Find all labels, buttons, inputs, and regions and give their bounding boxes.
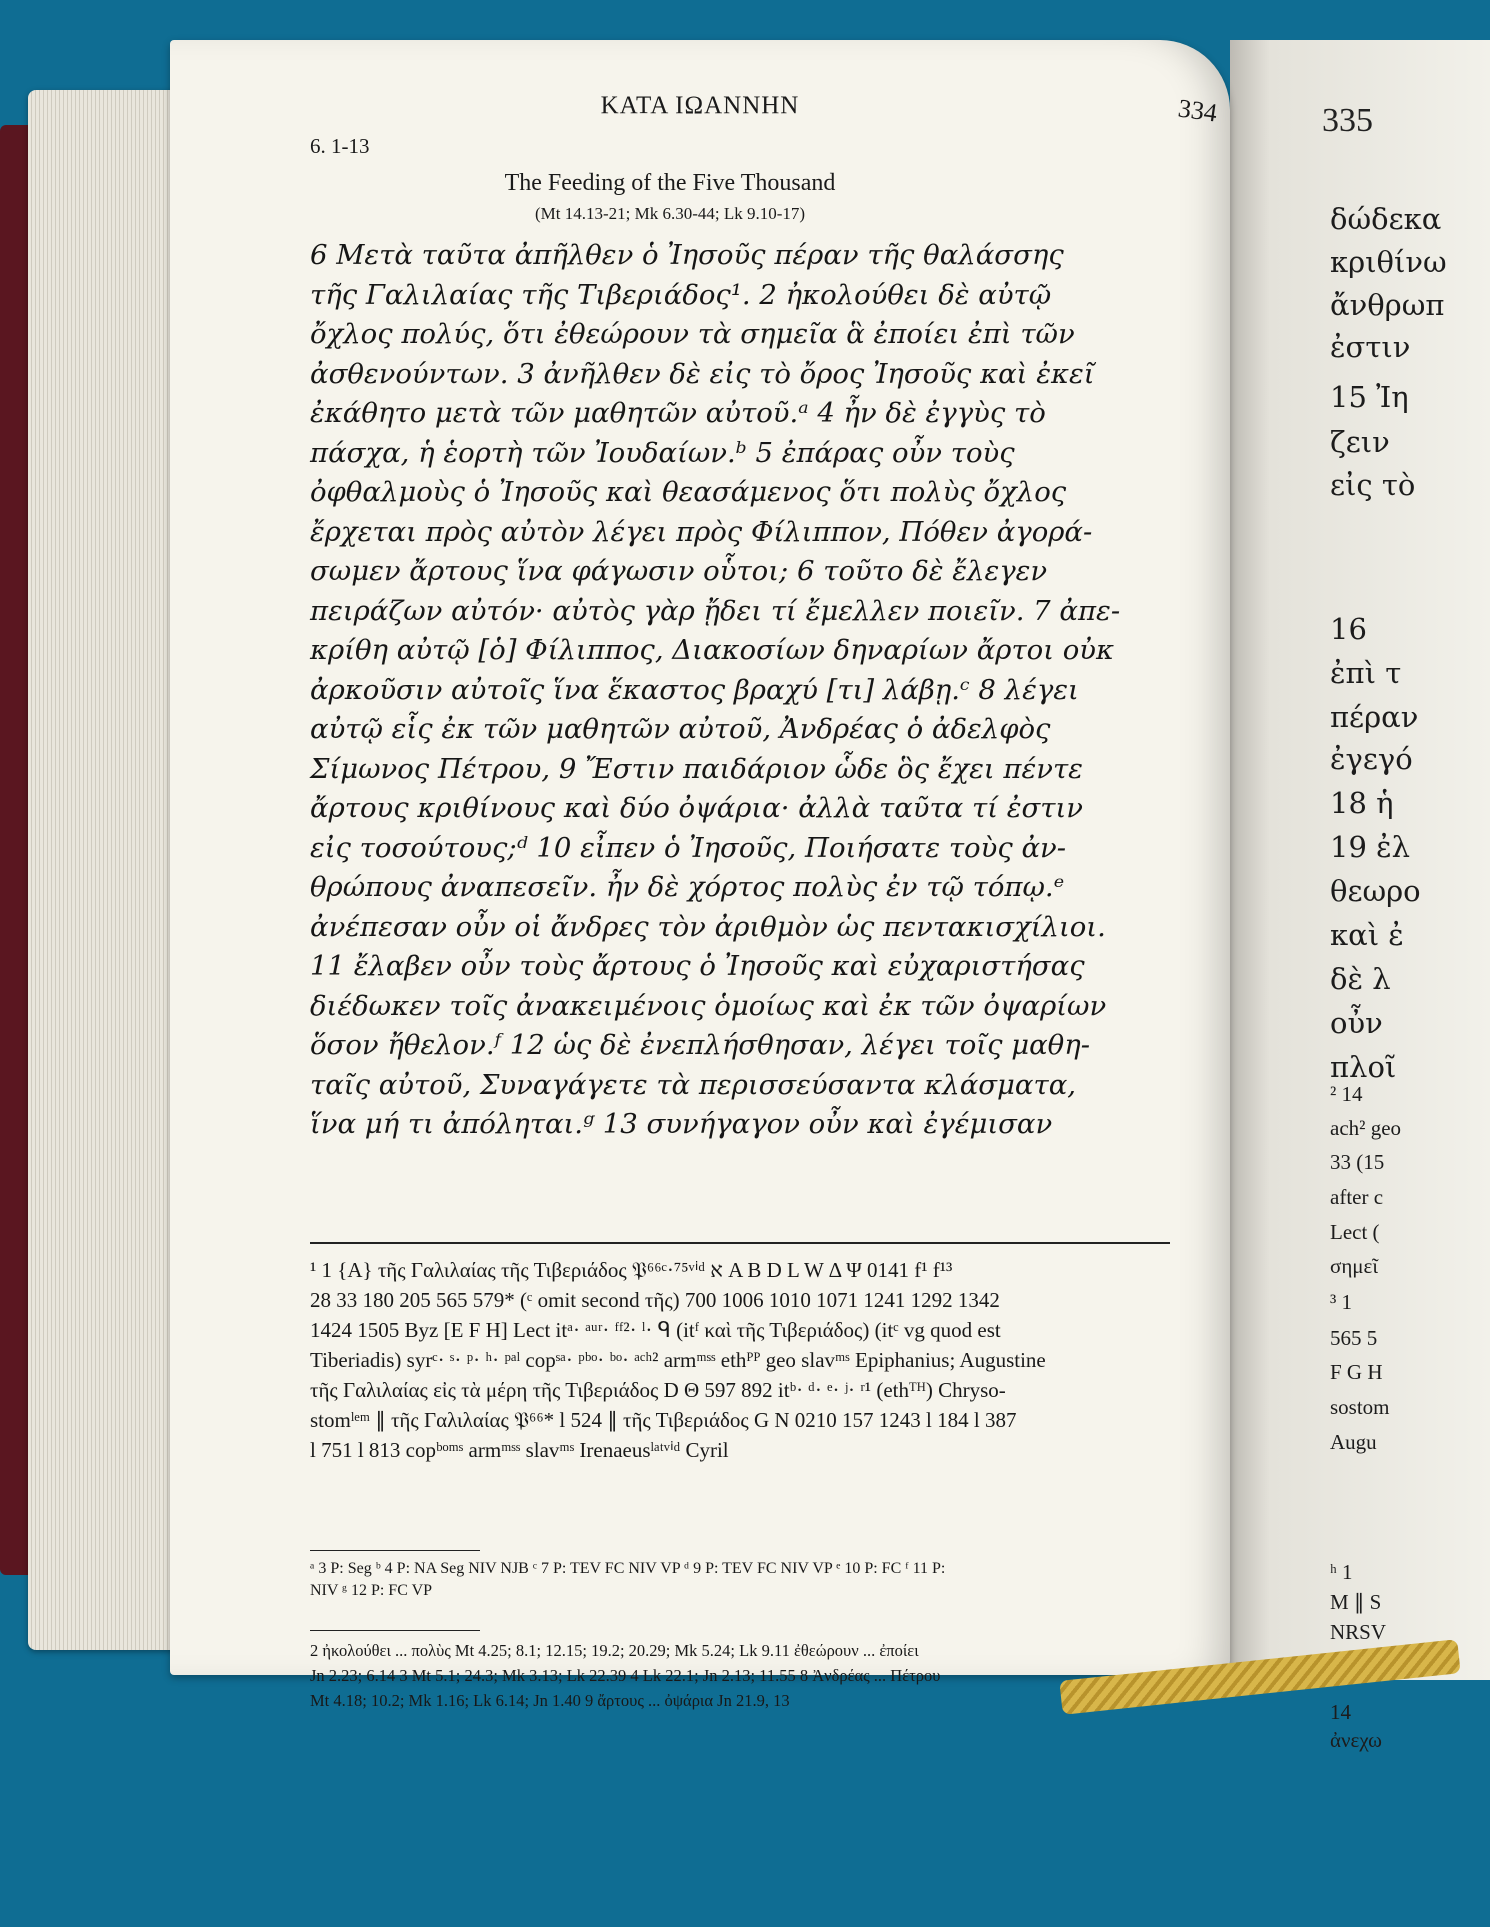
right-text-line: θεωρο	[1330, 874, 1421, 908]
text-line: κρίθη αὐτῷ [ὁ] Φίλιππος, Διακοσίων δηναρίων ἄρτοι οὐκ	[310, 634, 1115, 666]
text-line: σωμεν ἄρτους ἵνα φάγωσιν οὗτοι; 6 τοῦτο δὲ ἔλεγεν	[310, 555, 1048, 587]
text-line: ἀσθενούντων. 3 ἀνῆλθεν δὲ εἰς τὸ ὄρος Ἰησοῦς καὶ ἐκεῖ	[310, 357, 1095, 390]
right-text-line: κριθίνω	[1330, 245, 1447, 279]
page-number: 334	[1176, 93, 1219, 128]
left-page	[170, 40, 1230, 1710]
crossref-line: Mt 4.18; 10.2; Mk 1.16; Lk 6.14; Jn 1.40 9 ἄρτους ... ὀψάρια Jn 21.9, 13	[310, 1691, 790, 1710]
right-footnote-line: after c	[1330, 1185, 1384, 1209]
right-footnote-line: ʰ 1	[1330, 1560, 1353, 1584]
right-footnote-line: ² 14	[1330, 1082, 1363, 1106]
text-line: διέδωκεν τοῖς ἀνακειμένοις ὁμοίως καὶ ἐκ τῶν ὀψαρίων	[310, 989, 1107, 1022]
text-line: ἔρχεται πρὸς αὐτὸν λέγει πρὸς Φίλιππον, Πόθεν ἀγορά-	[310, 515, 1093, 548]
right-text-line: οὖν	[1330, 1006, 1383, 1040]
section-parallel-refs: (Mt 14.13-21; Mk 6.30-44; Lk 9.10-17)	[534, 204, 806, 223]
right-footnote-line: NRSV	[1330, 1620, 1387, 1644]
apparatus-line: τῆς Γαλιλαίας εἰς τὰ μέρη τῆς Τιβεριάδος D Θ 597 892 itᵇ· ᵈ· ᵉ· ʲ· ʳ¹ (ethᵀᴴ) Chryso-	[310, 1378, 1006, 1402]
right-text-line: δώδεκα	[1330, 202, 1442, 236]
apparatus-line: stomˡᵉᵐ ∥ τῆς Γαλιλαίας 𝔓⁶⁶* l 524 ∥ τῆς Τιβεριάδος G N 0210 157 1243 l 184 l 387	[310, 1408, 1017, 1432]
textual-apparatus	[310, 1255, 1180, 1465]
crossref-line: 2 ἠκολούθει ... πολὺς Mt 4.25; 8.1; 12.15; 19.2; 20.29; Mk 5.24; Lk 9.11 ἐθεώρουν ... ἐποίει	[310, 1641, 919, 1660]
discourse-divider	[310, 1550, 480, 1551]
right-footnote-line: ἀνεχω	[1330, 1728, 1382, 1752]
page-stack-edges	[28, 90, 178, 1650]
cross-references	[310, 1638, 1190, 1713]
apparatus-line: 1424 1505 Byz [E F H] Lect itᵃ· ᵃᵘʳ· ᶠᶠ²· ˡ· ᑫ (itᶠ καὶ τῆς Τιβεριάδος) (itᶜ vg quod est	[310, 1318, 1001, 1342]
right-text-line: ἐγεγό	[1330, 742, 1413, 776]
apparatus-line: Tiberiadis) syrᶜ· ˢ· ᵖ· ʰ· ᵖᵃˡ copˢᵃ· ᵖᵇᵒ· ᵇᵒ· ᵃᶜʰ² armᵐˢˢ ethᴾᴾ geo slavᵐˢ Epiphanius; Augustine	[310, 1348, 1046, 1372]
crossref-line: Jn 2.23; 6.14 3 Mt 5.1; 24.3; Mk 3.13; Lk 22.39 4 Lk 22.1; Jn 2.13; 11.55 8 Ἀνδρέας ... Πέτρου	[310, 1666, 941, 1685]
text-line: 11 ἔλαβεν οὖν τοὺς ἄρτους ὁ Ἰησοῦς καὶ εὐχαριστήσας	[310, 950, 1085, 982]
text-line: ἄρτους κριθίνους καὶ δύο ὀψάρια· ἀλλὰ ταῦτα τί ἐστιν	[310, 792, 1083, 824]
text-line: τῆς Γαλιλαίας τῆς Τιβεριάδος¹. 2 ἠκολούθει δὲ αὐτῷ	[310, 278, 1052, 311]
text-line: ἵνα μή τι ἀπόληται.ᵍ 13 συνήγαγον οὖν καὶ ἐγέμισαν	[310, 1108, 1053, 1140]
right-text-line: 18 ἡ	[1330, 786, 1394, 820]
right-footnote-line: M ∥ S	[1330, 1590, 1382, 1614]
chapter-reference: 6. 1-13	[310, 134, 370, 158]
text-line: εἰς τοσούτους;ᵈ 10 εἶπεν ὁ Ἰησοῦς, Ποιήσατε τοὺς ἀν-	[310, 831, 1067, 864]
right-footnote-line: 565 5	[1330, 1326, 1378, 1350]
text-line: πάσχα, ἡ ἑορτὴ τῶν Ἰουδαίων.ᵇ 5 ἐπάρας οὖν τοὺς	[310, 436, 1015, 469]
right-text-line: πλοῖ	[1330, 1050, 1397, 1084]
right-footnote-line: 14	[1330, 1700, 1351, 1724]
discourse-apparatus	[310, 1558, 1180, 1602]
apparatus-divider	[310, 1242, 1170, 1244]
right-text-line: ἄνθρωπ	[1330, 288, 1445, 322]
right-footnote-line: σημεῖ	[1330, 1254, 1379, 1278]
text-line: θρώπους ἀναπεσεῖν. ἦν δὲ χόρτος πολὺς ἐν τῷ τόπῳ.ᵉ	[310, 871, 1065, 903]
crossref-divider	[310, 1630, 480, 1631]
right-text-line: 15 Ἰη	[1330, 380, 1409, 414]
right-footnote-line: Augu	[1330, 1430, 1377, 1454]
right-text-line: 19 ἐλ	[1330, 830, 1411, 864]
right-text-line: πέραν	[1330, 700, 1419, 734]
discourse-line: NIV ᵍ 12 P: FC VP	[310, 1582, 433, 1599]
text-line: ὅσον ἤθελον.ᶠ 12 ὡς δὲ ἐνεπλήσθησαν, λέγει τοῖς μαθη-	[310, 1029, 1091, 1061]
right-text-line: ἐπὶ τ	[1330, 656, 1402, 690]
section-title: The Feeding of the Five Thousand	[504, 170, 836, 196]
text-line: ὀφθαλμοὺς ὁ Ἰησοῦς καὶ θεασάμενος ὅτι πολὺς ὄχλος	[310, 476, 1067, 508]
text-line: 6 Μετὰ ταῦτα ἀπῆλθεν ὁ Ἰησοῦς πέραν τῆς θαλάσσης	[310, 239, 1064, 271]
apparatus-line: l 751 l 813 copᵇᵒᵐˢ armᵐˢˢ slavᵐˢ Irenaeusˡᵃᵗᵛⁱᵈ Cyril	[310, 1438, 729, 1462]
text-line: ὄχλος πολύς, ὅτι ἐθεώρουν τὰ σημεῖα ἃ ἐποίει ἐπὶ τῶν	[310, 318, 1075, 350]
right-page	[1230, 40, 1490, 1752]
right-footnote-line: 33 (15	[1330, 1150, 1385, 1174]
text-line: ἀνέπεσαν οὖν οἱ ἄνδρες τὸν ἀριθμὸν ὡς πεντακισχίλιοι.	[310, 910, 1106, 943]
text-line: ἀρκοῦσιν αὐτοῖς ἵνα ἕκαστος βραχύ [τι] λάβῃ.ᶜ 8 λέγει	[310, 673, 1079, 706]
apparatus-line: 28 33 180 205 565 579* (ᶜ omit second τῆς) 700 1006 1010 1071 1241 1292 1342	[310, 1288, 1000, 1312]
text-line: αὐτῷ εἷς ἐκ τῶν μαθητῶν αὐτοῦ, Ἀνδρέας ὁ ἀδελφὸς	[310, 713, 1051, 745]
right-text-line: ἐστιν	[1330, 330, 1411, 364]
right-text-line: 16	[1330, 612, 1367, 646]
text-line: πειράζων αὐτόν· αὐτὸς γὰρ ᾔδει τί ἔμελλεν ποιεῖν. 7 ἀπε-	[310, 594, 1121, 627]
right-footnote-line: F G H	[1330, 1360, 1383, 1384]
right-footnote-line: ach² geo	[1330, 1116, 1402, 1140]
apparatus-line: ¹ 1 {A} τῆς Γαλιλαίας τῆς Τιβεριάδος 𝔓⁶⁶ᶜ·⁷⁵ᵛⁱᵈ א A B D L W Δ Ψ 0141 f¹ f¹³	[310, 1258, 953, 1282]
text-line: ἐκάθητο μετὰ τῶν μαθητῶν αὐτοῦ.ᵃ 4 ἦν δὲ ἐγγὺς τὸ	[310, 397, 1046, 429]
right-footnote-line: ³ 1	[1330, 1290, 1353, 1314]
running-head: ΚΑΤΑ ΙΩΑΝΝΗΝ	[600, 92, 800, 119]
greek-text-body	[310, 236, 1170, 1145]
right-page-number: 335	[1322, 102, 1373, 139]
discourse-line: ᵃ 3 P: Seg ᵇ 4 P: NA Seg NIV NJB ᶜ 7 P: TEV FC NIV VP ᵈ 9 P: TEV FC NIV VP ᵉ 10 P: FC ᶠ 11 P:	[310, 1560, 946, 1577]
text-line: Σίμωνος Πέτρου, 9 Ἔστιν παιδάριον ὧδε ὃς ἔχει πέντε	[310, 752, 1083, 785]
right-text-line: καὶ ἐ	[1330, 918, 1404, 952]
right-text-line: δὲ λ	[1330, 962, 1391, 996]
right-text-line: εἰς τὸ	[1330, 468, 1416, 502]
right-text-line: ζειν	[1330, 425, 1390, 459]
right-footnote-line: Lect (	[1330, 1220, 1380, 1244]
text-line: ταῖς αὐτοῦ, Συναγάγετε τὰ περισσεύσαντα κλάσματα,	[310, 1068, 1077, 1101]
right-footnote-line: sostom	[1330, 1395, 1390, 1419]
